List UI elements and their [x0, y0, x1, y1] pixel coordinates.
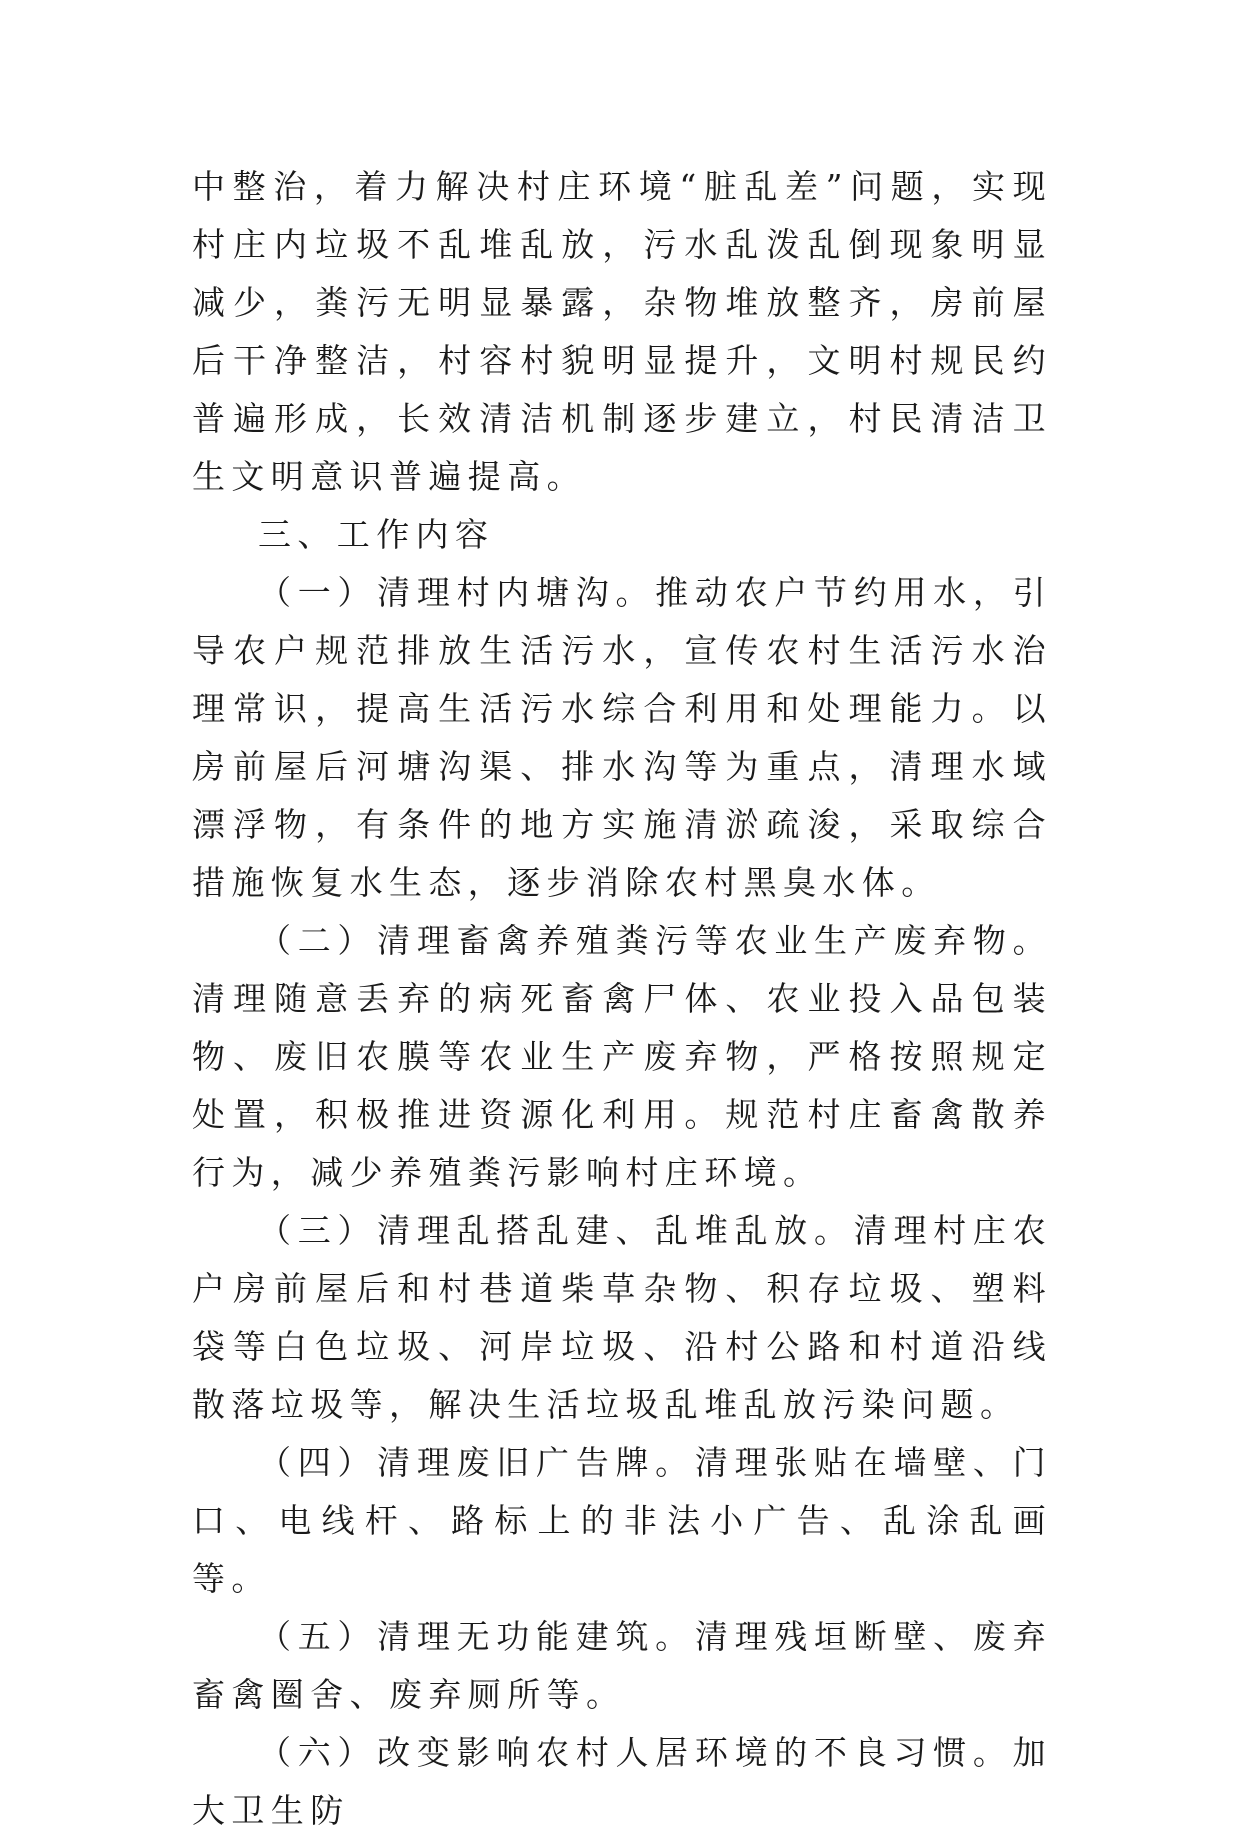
body-paragraph: 中整治，着力解决村庄环境“脏乱差”问题，实现村庄内垃圾不乱堆乱放，污水乱泼乱倒现象明显减少，粪污无明显暴露，杂物堆放整齐，房前屋后干净整洁，村容村貌明显提升，文明村规民约普遍形成，长效清洁机制逐步建立，村民清洁卫生文明意识普遍提高。 [192, 167, 1052, 496]
body-paragraph: （一）清理村内塘沟。推动农户节约用水，引导农户规范排放生活污水，宣传农村生活污水治理常识，提高生活污水综合利用和处理能力。以房前屋后河塘沟渠、排水沟等为重点，清理水域漂浮物，有条件的地方实施清淤疏浚，采取综合措施恢复水生态，逐步消除农村黑臭水体。 [192, 573, 1052, 902]
section-heading: 三、工作内容 [258, 515, 495, 554]
body-paragraph: （四）清理废旧广告牌。清理张贴在墙壁、门口、电线杆、路标上的非法小广告、乱涂乱画等。 [192, 1443, 1052, 1598]
body-paragraph: （五）清理无功能建筑。清理残垣断壁、废弃畜禽圈舍、废弃厕所等。 [192, 1617, 1052, 1714]
body-paragraph: （六）改变影响农村人居环境的不良习惯。加大卫生防 [192, 1733, 1052, 1830]
document-body [192, 158, 1052, 1840]
body-paragraph: （三）清理乱搭乱建、乱堆乱放。清理村庄农户房前屋后和村巷道柴草杂物、积存垃圾、塑料袋等白色垃圾、河岸垃圾、沿村公路和村道沿线散落垃圾等，解决生活垃圾乱堆乱放污染问题。 [192, 1211, 1052, 1424]
body-paragraph: （二）清理畜禽养殖粪污等农业生产废弃物。清理随意丢弃的病死畜禽尸体、农业投入品包装物、废旧农膜等农业生产废弃物，严格按照规定处置，积极推进资源化利用。规范村庄畜禽散养行为，减少养殖粪污影响村庄环境。 [192, 921, 1052, 1192]
